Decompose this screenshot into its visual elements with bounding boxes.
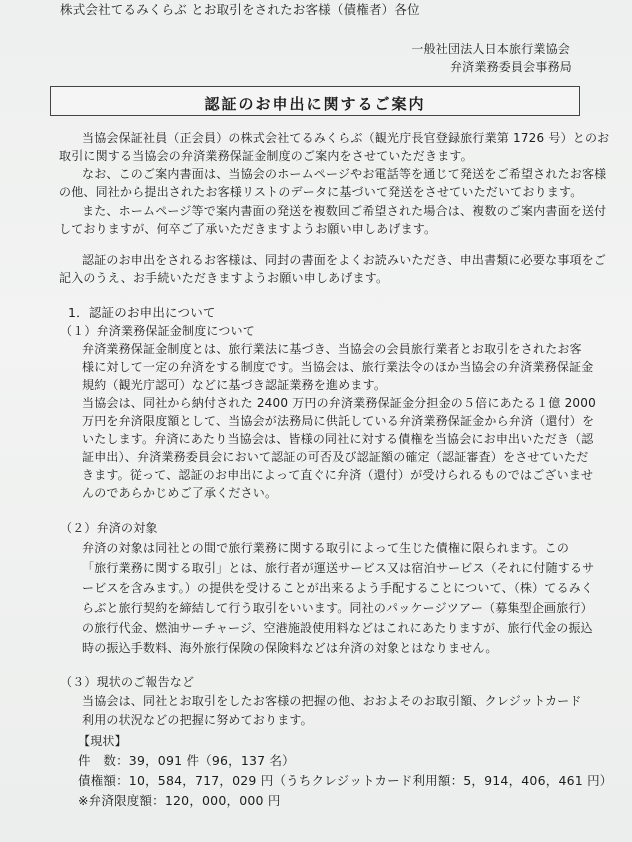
body-line: 万円を弁済限度額として、当協会が法務局に供託している弁済業務保証金から弁済（還付）を — [82, 414, 595, 428]
title-box — [50, 86, 580, 116]
status-debt: 債権額：10，584，717，029 円（うちクレジットカード利用額：5，914，406，461 円） — [78, 773, 613, 788]
body-line: 規約（観光庁認可）などに基づき認証業務を進めます。 — [82, 378, 387, 392]
section-heading: 1．認証のお申出について — [68, 305, 216, 320]
body-line: 弁済の対象は同社との間で旅行業務に関する取引によって生じた債権に限られます。この — [82, 541, 570, 555]
body-line: 証申出）、弁済業務委員会において認証の可否及び認証額の確定（認証審査）をさせていただ — [82, 450, 589, 464]
body-line: 弁済業務保証金制度とは、旅行業法に基づき、当協会の会員旅行業者とお取引をされたお客 — [82, 342, 582, 356]
status-heading: 【現状】 — [78, 734, 127, 748]
body-line: 「旅行業務に関する取引」とは、旅行者が運送サービス又は宿泊サービス（それに付随するサ — [82, 561, 595, 575]
intro-line: 記入のうえ、お手続いただきますようお願い申しあげます。 — [59, 271, 389, 285]
body-line: きます。従って、認証のお申出によって直ぐに弁済（還付）が受けられるものではございませ — [82, 468, 594, 482]
subsection-heading: （２）弁済の対象 — [60, 521, 158, 535]
intro-line: なお、このご案内書面は、当協会のホームページやお電話等を通じて発送をご希望されたお客様 — [82, 167, 607, 181]
intro-line: 認証のお申出をされるお客様は、同封の書面をよくお読みいただき、申出書類に必要な事項をご — [82, 253, 607, 267]
status-limit: ※弁済限度額：120，000，000 円 — [78, 793, 281, 808]
intro-line: しておりますが、何卒ご了承いただきますようお願い申しあげます。 — [59, 222, 437, 236]
body-line: らぶと旅行契約を締結して行う取引をいいます。同社のパッケージツアー（募集型企画旅行） — [82, 601, 593, 615]
status-count: 件 数：39，091 件（96，137 名） — [78, 753, 295, 768]
body-line: んのであらかじめご了承ください。 — [82, 486, 278, 500]
body-line: ービスを含みます。）の提供を受けることが出来るよう手配することについて、（株）てるみく — [82, 581, 594, 595]
addressee-line: 株式会社てるみくらぶ とお取引をされたお客様（債権者）各位 — [60, 2, 420, 17]
page-title: 認証のお申出に関するご案内 — [204, 95, 426, 113]
body-line: いたします。弁済にあたり当協会は、皆様の同社に対する債権を当協会にお申出いただき（認 — [82, 432, 594, 446]
body-line: 当協会は、同社とお取引をしたお客様の把握の他、おおよそのお取引額、クレジットカード — [82, 694, 582, 708]
body-line: の旅行代金、燃油サーチャージ、空港施設使用料などはこれにあたりますが、旅行代金の振込 — [82, 621, 593, 635]
body-line: 様に対して一定の弁済をする制度です。当協会は、旅行業法令のほか当協会の弁済業務保証金 — [82, 360, 594, 374]
org-name: 一般社団法人日本旅行業協会 — [411, 42, 570, 56]
body-line: 時の振込手数料、海外旅行保険の保険料などは弁済の対象とはなりません。 — [82, 641, 498, 655]
intro-line: 当協会保証社員（正会員）の株式会社てるみくらぶ（観光庁長官登録旅行業第 1726 号）とのお — [82, 131, 610, 145]
subsection-heading: （１）弁済業務保証金制度について — [60, 324, 255, 338]
body-line: 当協会は、同社から納付された 2400 万円の弁済業務保証金分担金の５倍にあたる１億 2000 — [82, 396, 596, 410]
subsection-heading: （３）現状のご報告など — [60, 675, 195, 689]
intro-line: 取引に関する当協会の弁済業務保証金制度のご案内をさせていただきます。 — [59, 149, 473, 163]
body-line: 利用の状況などの把握に努めております。 — [82, 713, 313, 727]
intro-line: また、ホームページ等で案内書面の発送を複数回ご希望された場合は、複数のご案内書面を送付 — [82, 204, 607, 218]
org-department: 弁済業務委員会事務局 — [449, 60, 572, 74]
intro-line: の他、同社から提出されたお客様リストのデータに基づいて発送をさせていただいております。 — [59, 185, 583, 199]
